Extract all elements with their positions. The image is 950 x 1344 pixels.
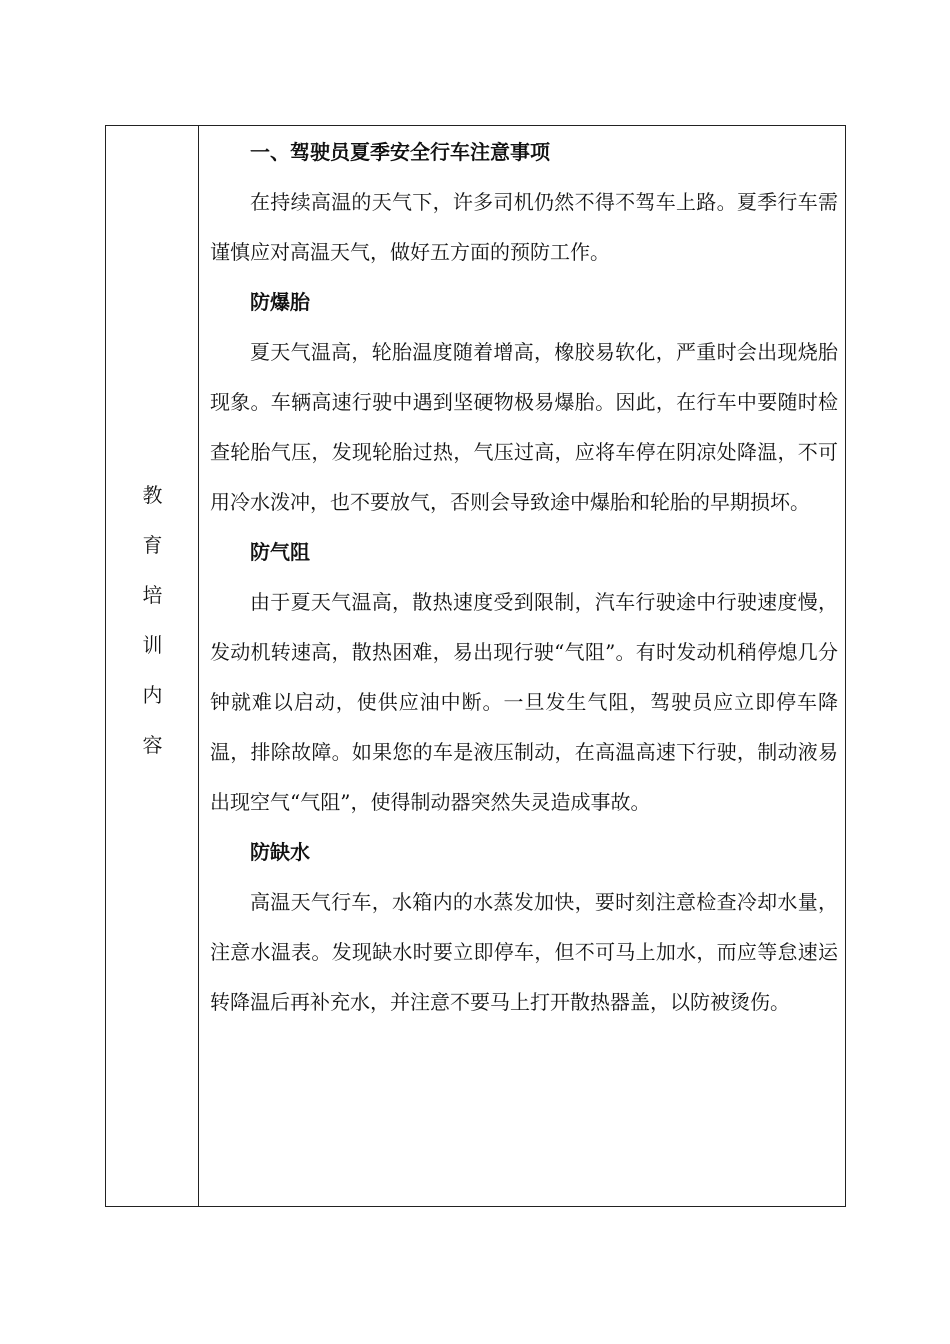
paragraph-vapor-lock: 由于夏天气温高，散热速度受到限制，汽车行驶途中行驶速度慢，发动机转速高，散热困难，易出现行驶“气阻”。有时发动机稍停熄几分钟就难以启动，使供应油中断。一旦发生气阻，驾驶员应立即停车降温，排除故障。如果您的车是液压制动，在高温高速下行驶，制动液易出现空气“气阻”，使得制动器突然失灵造成事故。 [210, 590, 838, 814]
label-char: 育 [142, 533, 163, 557]
label-char: 教 [142, 483, 163, 507]
subheading-tire-burst: 防爆胎 [250, 290, 310, 314]
label-char: 内 [142, 683, 163, 707]
subheading-water-shortage: 防缺水 [250, 840, 310, 864]
label-column [106, 126, 199, 1206]
subheading-vapor-lock: 防气阻 [250, 540, 310, 564]
section-title: 一、驾驶员夏季安全行车注意事项 [250, 140, 550, 164]
label-char: 训 [142, 633, 163, 657]
paragraph-water-shortage: 高温天气行车，水箱内的水蒸发加快，要时刻注意检查冷却水量，注意水温表。发现缺水时要立即停车，但不可马上加水，而应等怠速运转降温后再补充水，并注意不要马上打开散热器盖，以防被烫伤。 [210, 890, 838, 1014]
intro-paragraph: 在持续高温的天气下，许多司机仍然不得不驾车上路。夏季行车需谨慎应对高温天气，做好五方面的预防工作。 [210, 190, 838, 264]
content-column [210, 127, 838, 1027]
paragraph-tire-burst: 夏天气温高，轮胎温度随着增高，橡胶易软化，严重时会出现烧胎现象。车辆高速行驶中遇到坚硬物极易爆胎。因此，在行车中要随时检查轮胎气压，发现轮胎过热，气压过高，应将车停在阴凉处降温，不可用冷水泼冲，也不要放气，否则会导致途中爆胎和轮胎的早期损坏。 [210, 340, 838, 514]
label-char: 容 [142, 733, 163, 757]
document-table [105, 125, 846, 1207]
label-char: 培 [142, 583, 163, 607]
vertical-label [106, 470, 199, 770]
